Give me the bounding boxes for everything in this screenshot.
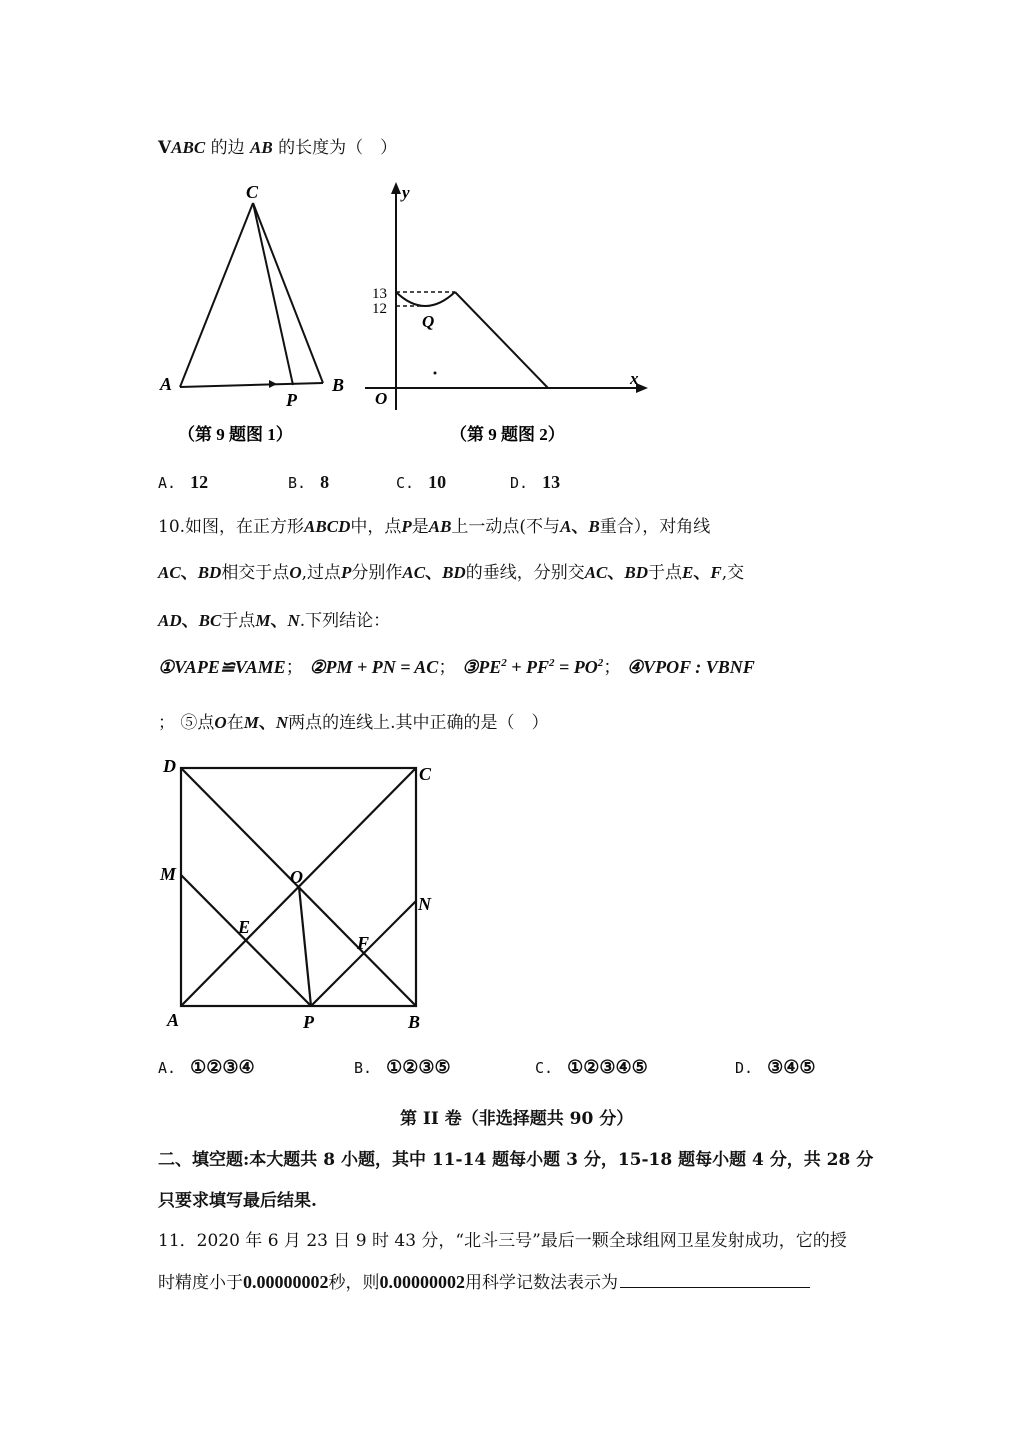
text: 是 [411,517,429,537]
fig1-label-b: B [332,375,345,395]
q9-figure-1 [150,170,370,460]
semicolon: ； [285,657,304,678]
section-title: 第 II 卷（非选择题共 90 分） [400,1109,634,1129]
fig2-caption: （第 9 题图 2） [450,425,565,444]
text: 中，点 [350,517,402,537]
segment-bd: BD [624,563,649,582]
q10-option-a[interactable] [158,1057,255,1078]
separator: 、 [425,563,443,583]
fig-label-c: C [419,764,432,784]
semicolon: ； [603,657,622,678]
triangle-symbol: V [158,138,172,158]
fig2-label-y: y [402,183,410,202]
q10-line-1 [158,512,710,537]
option-value: ①②③④⑤ [567,1057,648,1077]
segment-ac: AC [158,563,181,582]
q9-stem-text1: 的边 [210,138,245,158]
q10-option-b[interactable] [354,1057,451,1078]
point-n: N [275,713,289,732]
fig-label-b: B [408,1012,421,1032]
fig1-caption: （第 9 题图 1） [178,425,293,444]
q10-conclusions [158,653,755,679]
text: 上一动点(不与 [451,517,561,537]
point-n: N [287,611,300,630]
text: 时精度小于 [158,1273,243,1293]
superscript: 2 [501,657,507,669]
text: ,过点 [301,563,341,583]
fig-label-a: A [167,1010,180,1030]
fig-label-n: N [418,894,431,914]
conclusion-1: ①VAPE≌VAME [158,657,286,677]
fig2-label-q: Q [422,312,435,331]
point-o: O [214,713,227,732]
q9-option-c[interactable] [396,472,446,493]
point-b: B [588,517,600,536]
text: 的垂线，分别交 [465,563,585,583]
c3-part: = PO [554,657,598,677]
q10-square-figure [150,750,450,1040]
section-heading-line-1: 二、填空题:本大题共 8 小题，其中 11-14 题每小题 3 分，15-18 题每小题 4 分，共 28 分 [158,1150,874,1170]
segment-bd: BD [197,563,222,582]
separator: 、 [258,713,276,733]
superscript: 2 [597,657,604,669]
text: 用科学记数法表示为 [465,1273,618,1293]
text: 分别作 [351,563,403,583]
option-value: ③④⑤ [767,1057,816,1077]
q10-option-d[interactable] [735,1057,815,1078]
section-heading-line-2: 只要求填写最后结果. [158,1191,317,1211]
option-letter: B. [288,474,307,492]
c3-part: ③PE [462,657,502,677]
option-value: 12 [190,472,209,492]
segment-ac: AC [584,563,608,582]
q9-stem [158,133,397,158]
point-p: P [401,517,412,536]
segment-bd: BD [442,563,466,582]
q9-option-a[interactable] [158,472,208,493]
option-letter: B. [354,1059,373,1077]
c3-part: + PF [506,657,549,677]
option-letter: D. [510,474,529,492]
conclusion-2: ②PM + PN = AC [309,657,439,677]
text: ,交 [721,563,745,583]
text: 在 [226,713,244,733]
fig-label-e: E [238,917,251,937]
q9-option-d[interactable] [510,472,560,493]
fig-label-o: O [290,867,303,887]
text: 于点 [648,563,683,583]
semicolon: ； [158,713,175,733]
option-value: ①②③⑤ [386,1057,451,1077]
square-name: ABCD [304,517,351,536]
answer-blank[interactable] [620,1271,810,1288]
fig1-label-a: A [160,374,173,394]
superscript: 2 [548,657,555,669]
number-value: 0.00000002 [243,1272,329,1292]
q9-option-b[interactable] [288,472,329,493]
q9-side-name: AB [250,138,273,157]
fig2-tick-13: 13 [372,286,387,302]
q9-figure-2 [360,170,660,460]
separator: 、 [270,611,288,631]
q10-line-2 [158,558,744,583]
q10-line-5 [158,708,549,733]
fig2-label-x: x [630,369,639,388]
segment-ac: AC [402,563,426,582]
separator: 、 [181,611,199,631]
fig-label-f: F [357,933,370,953]
fig-label-m: M [160,864,177,884]
q10-option-c[interactable] [535,1057,648,1078]
separator: 、 [693,563,711,583]
q10-number-text: 10.如图，在正方形 [158,517,305,537]
fig-label-d: D [163,756,176,776]
fig2-tick-12: 12 [372,301,387,317]
fig1-label-p: P [286,390,297,410]
point-p: P [341,563,352,582]
number-value: 0.00000002 [379,1272,465,1292]
conclusion-4: ④VPOF : VBNF [626,657,755,677]
fig-label-p: P [303,1012,314,1032]
point-m: M [255,611,271,630]
q11-line-2 [158,1268,810,1293]
text: 重合），对角线 [599,517,711,537]
option-value: ①②③④ [190,1057,255,1077]
segment-bc: BC [198,611,222,630]
conclusion-3 [462,657,603,677]
conclusion-5: ⑤点 [180,713,215,733]
option-letter: D. [735,1059,754,1077]
segment-ab: AB [428,517,452,536]
text: 相交于点 [221,563,290,583]
text: 秒，则 [328,1273,380,1293]
q9-stem-text2: 的长度为（ ） [278,138,398,158]
segment-ad: AD [158,611,182,630]
point-a: A [560,517,572,536]
semicolon: ； [438,657,457,678]
option-value: 13 [542,472,561,492]
option-letter: A. [158,1059,177,1077]
point-o: O [289,563,302,582]
option-letter: A. [158,474,177,492]
text: 两点的连线上.其中正确的是（ ） [288,713,549,733]
separator: 、 [571,517,589,537]
separator: 、 [607,563,625,583]
point-m: M [243,713,259,732]
separator: 、 [180,563,198,583]
text: .下列结论： [299,611,391,631]
option-value: 8 [320,472,330,492]
triangle-name: ABC [171,138,206,157]
point-f: F [710,563,722,582]
option-letter: C. [396,474,415,492]
fig1-label-c: C [246,182,259,202]
text: 于点 [221,611,256,631]
q11-line-1: 11．2020 年 6 月 23 日 9 时 43 分，“北斗三号”最后一颗全球组网卫星发射成功，它的授 [158,1231,847,1251]
option-value: 10 [428,472,447,492]
option-letter: C. [535,1059,554,1077]
fig2-label-o: O [375,389,388,408]
point-e: E [682,563,694,582]
q10-line-3 [158,606,390,631]
